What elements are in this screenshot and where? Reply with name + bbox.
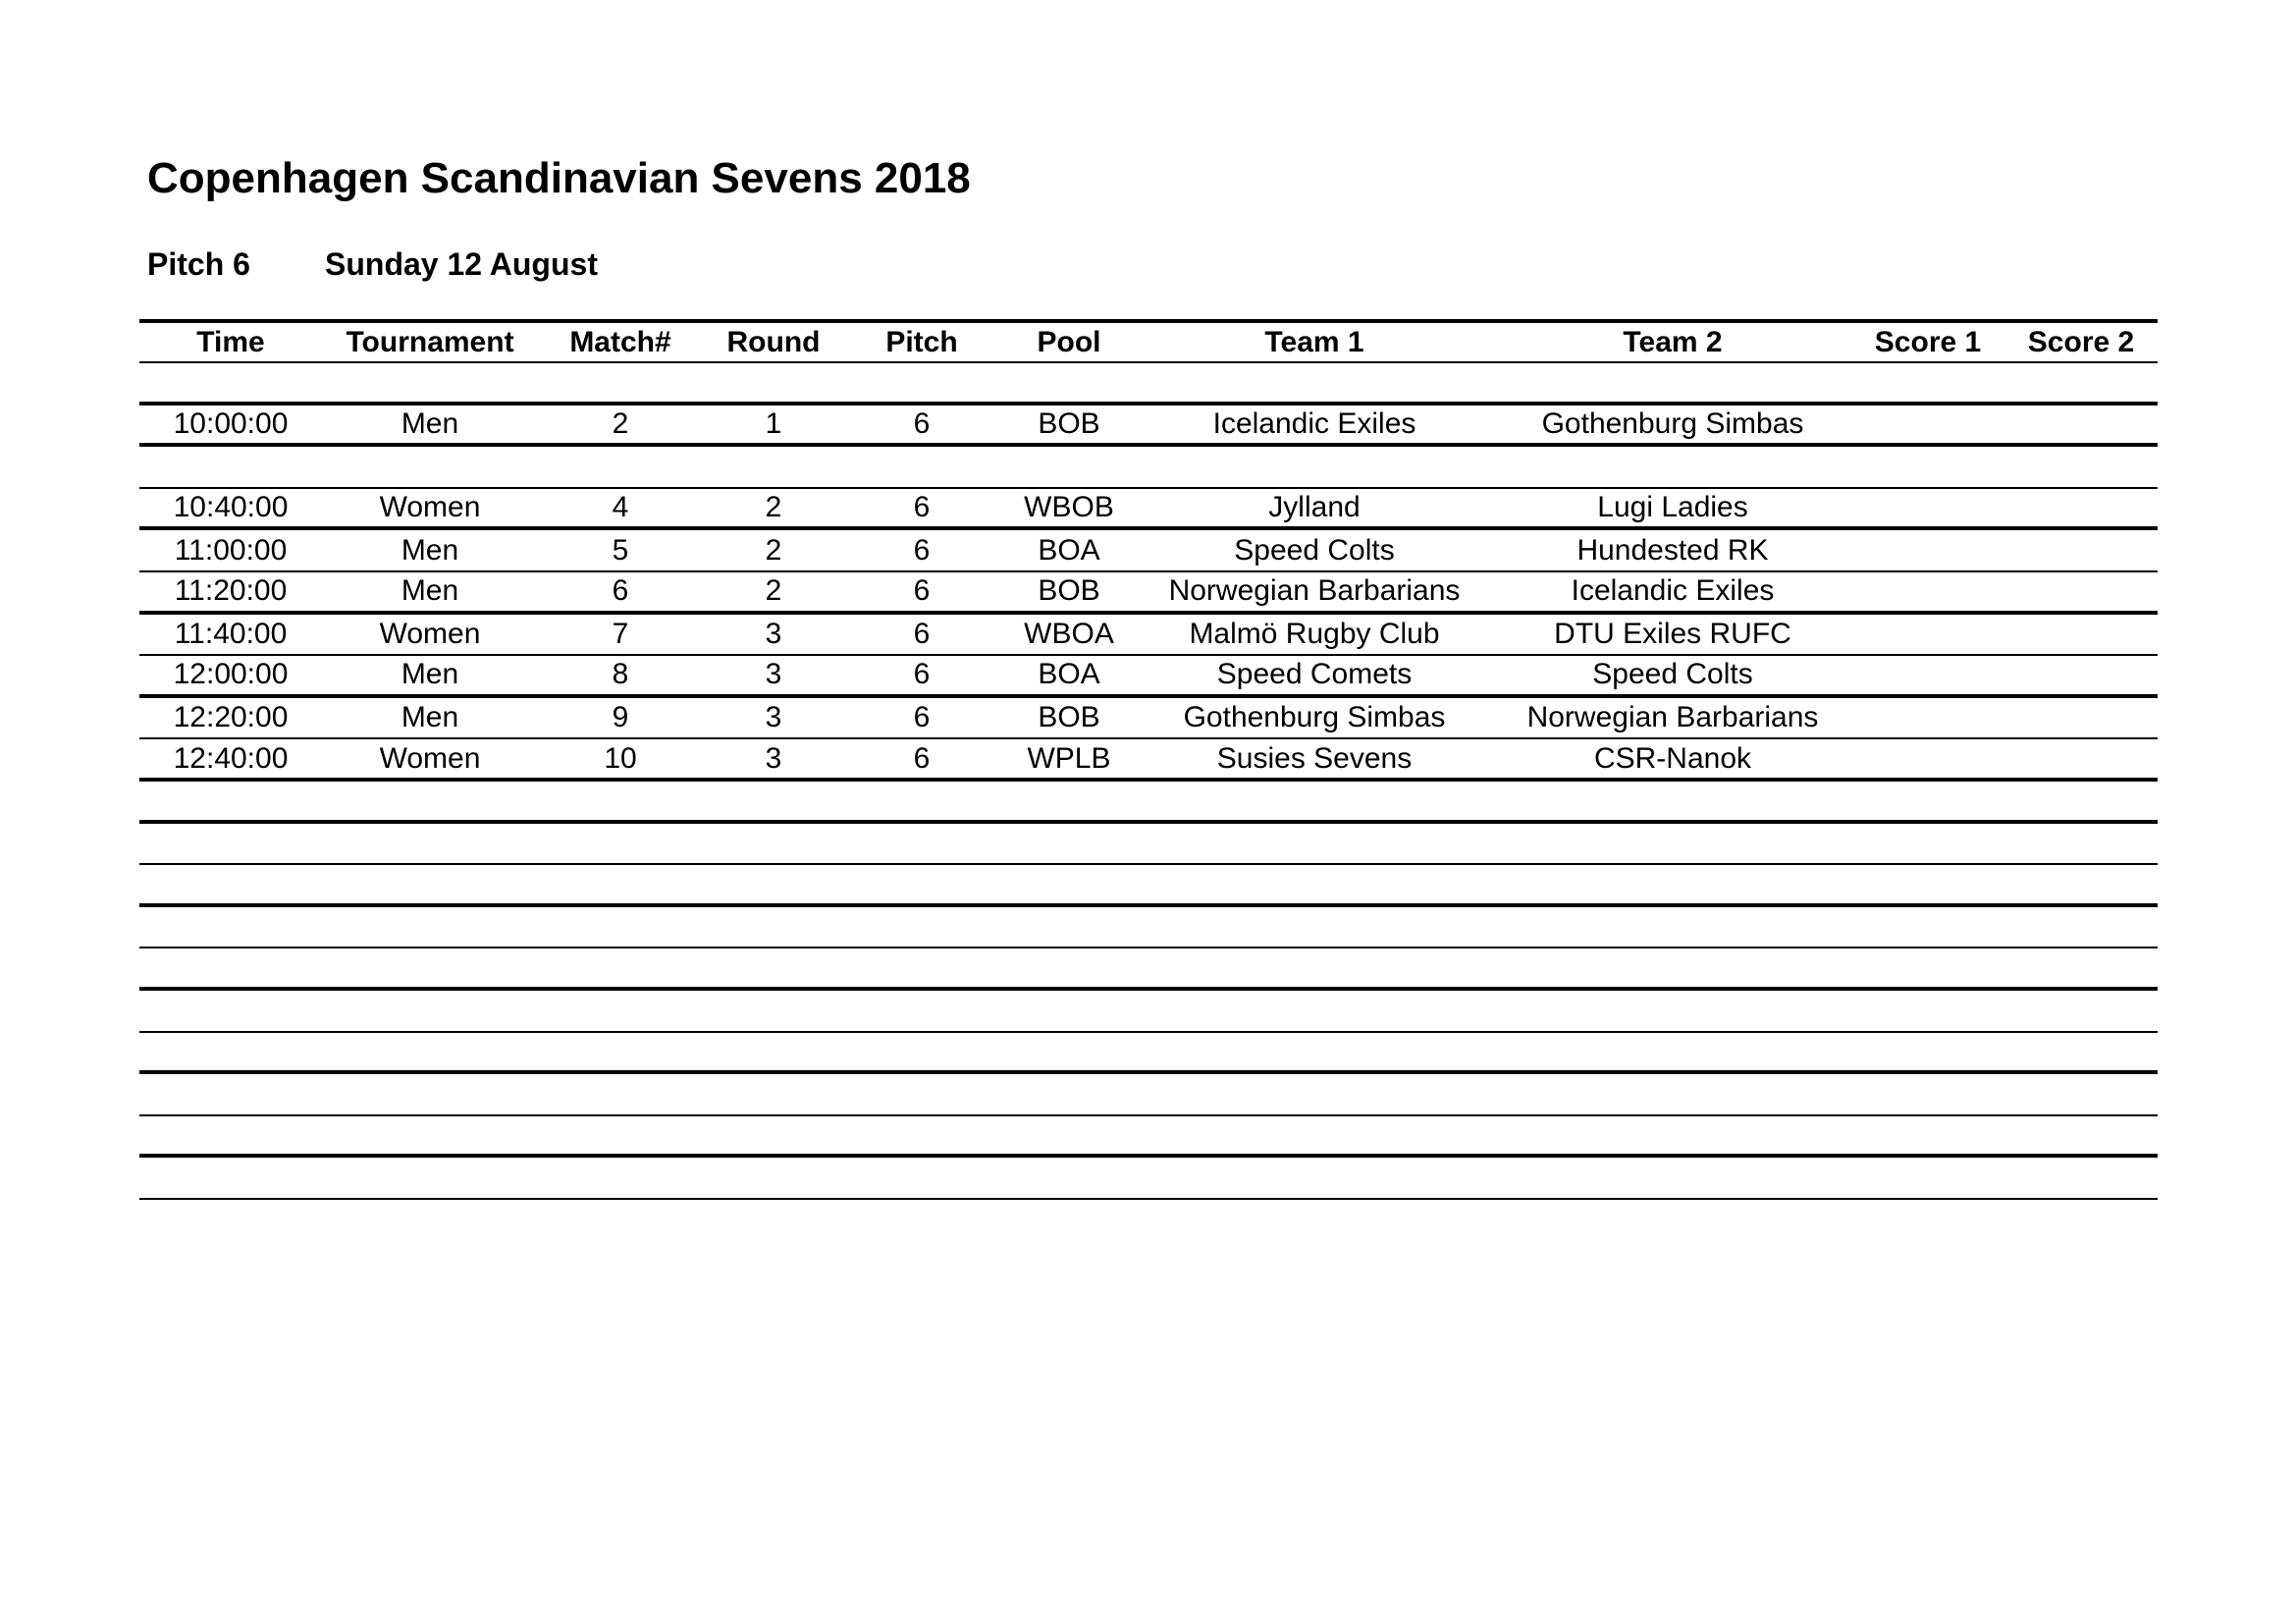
- cell-tournament: Men: [400, 701, 459, 734]
- cell-time: 10:00:00: [173, 406, 289, 440]
- cell-tournament: Men: [400, 574, 459, 608]
- cell-match: 6: [612, 574, 629, 608]
- table-row: [139, 907, 2158, 949]
- cell-team1: Speed Comets: [1216, 658, 1413, 691]
- cell-match: 9: [612, 701, 629, 734]
- cell-pool: BOA: [1038, 533, 1100, 567]
- cell-tournament: Women: [379, 491, 481, 524]
- cell-team1: Jylland: [1268, 491, 1361, 524]
- table-row: [139, 824, 2158, 866]
- cell-pool: BOA: [1038, 658, 1100, 691]
- cell-time: 12:40:00: [173, 741, 289, 775]
- cell-pool: BOB: [1038, 574, 1100, 608]
- cell-tournament: Men: [400, 533, 459, 567]
- header-tournament: Tournament: [346, 325, 514, 358]
- header-pitch: Pitch: [885, 325, 958, 358]
- table-row: [139, 447, 2158, 489]
- cell-tournament: Men: [400, 406, 459, 440]
- table-row: [139, 865, 2158, 907]
- table-row: [139, 530, 2158, 572]
- cell-pitch: 6: [913, 533, 931, 567]
- cell-round: 2: [765, 533, 782, 567]
- cell-round: 3: [765, 658, 782, 691]
- cell-team2: DTU Exiles RUFC: [1554, 617, 1791, 650]
- table-row: [139, 572, 2158, 615]
- cell-round: 3: [765, 617, 782, 650]
- header-score2: Score 2: [2027, 325, 2135, 358]
- cell-match: 8: [612, 658, 629, 691]
- cell-pitch: 6: [913, 491, 931, 524]
- cell-team2: CSR-Nanok: [1593, 741, 1752, 775]
- page-title: Copenhagen Scandinavian Sevens 2018: [147, 154, 971, 202]
- table-row: [139, 1116, 2158, 1159]
- cell-match: 2: [612, 406, 629, 440]
- cell-team1: Norwegian Barbarians: [1168, 574, 1461, 608]
- table-row: [139, 1033, 2158, 1075]
- table-row: [139, 948, 2158, 991]
- cell-round: 2: [765, 574, 782, 608]
- cell-team2: Gothenburg Simbas: [1541, 406, 1804, 440]
- cell-team2: Lugi Ladies: [1597, 491, 1748, 524]
- cell-pool: WPLB: [1027, 741, 1111, 775]
- table-row: [139, 363, 2158, 406]
- table-row: [139, 1074, 2158, 1116]
- cell-time: 12:00:00: [173, 658, 289, 691]
- cell-pitch: 6: [913, 658, 931, 691]
- header-round: Round: [726, 325, 821, 358]
- cell-tournament: Men: [400, 658, 459, 691]
- header-team1: Team 1: [1264, 325, 1364, 358]
- cell-round: 1: [765, 406, 782, 440]
- cell-match: 5: [612, 533, 629, 567]
- cell-match: 10: [604, 741, 637, 775]
- cell-pitch: 6: [913, 574, 931, 608]
- cell-time: 11:40:00: [174, 617, 288, 650]
- cell-team1: Speed Colts: [1234, 533, 1395, 567]
- cell-pool: BOB: [1038, 406, 1100, 440]
- cell-team1: Malmö Rugby Club: [1189, 617, 1440, 650]
- table-header-row: [139, 319, 2158, 363]
- cell-pitch: 6: [913, 617, 931, 650]
- cell-time: 11:20:00: [174, 574, 288, 608]
- cell-pitch: 6: [913, 741, 931, 775]
- header-team2: Team 2: [1623, 325, 1723, 358]
- cell-time: 11:00:00: [174, 533, 288, 567]
- cell-team2: Norwegian Barbarians: [1526, 701, 1819, 734]
- cell-time: 12:20:00: [173, 701, 289, 734]
- header-pool: Pool: [1037, 325, 1101, 358]
- schedule-table: [139, 319, 2158, 1200]
- cell-pool: BOB: [1038, 701, 1100, 734]
- cell-team1: Icelandic Exiles: [1212, 406, 1416, 440]
- cell-pitch: 6: [913, 701, 931, 734]
- header-score1: Score 1: [1874, 325, 1982, 358]
- cell-round: 2: [765, 491, 782, 524]
- cell-team2: Hundested RK: [1576, 533, 1769, 567]
- table-row: [139, 698, 2158, 740]
- table-row: [139, 489, 2158, 531]
- cell-pool: WBOB: [1024, 491, 1114, 524]
- pitch-label: Pitch 6: [147, 246, 250, 282]
- table-row: [139, 782, 2158, 824]
- cell-tournament: Women: [379, 741, 481, 775]
- table-row: [139, 656, 2158, 698]
- cell-team1: Susies Sevens: [1216, 741, 1413, 775]
- cell-round: 3: [765, 741, 782, 775]
- cell-time: 10:40:00: [173, 491, 289, 524]
- header-time: Time: [196, 325, 265, 358]
- table-row: [139, 991, 2158, 1033]
- table-row: [139, 739, 2158, 782]
- cell-match: 7: [612, 617, 629, 650]
- cell-round: 3: [765, 701, 782, 734]
- table-row: [139, 406, 2158, 448]
- table-row: [139, 1158, 2158, 1200]
- cell-pool: WBOA: [1024, 617, 1114, 650]
- cell-match: 4: [612, 491, 629, 524]
- cell-team2: Speed Colts: [1592, 658, 1753, 691]
- table-body: [139, 363, 2158, 1200]
- cell-team2: Icelandic Exiles: [1571, 574, 1775, 608]
- cell-pitch: 6: [913, 406, 931, 440]
- table-row: [139, 615, 2158, 657]
- header-match: Match#: [569, 325, 671, 358]
- cell-tournament: Women: [379, 617, 481, 650]
- cell-team1: Gothenburg Simbas: [1183, 701, 1446, 734]
- date-label: Sunday 12 August: [325, 246, 598, 282]
